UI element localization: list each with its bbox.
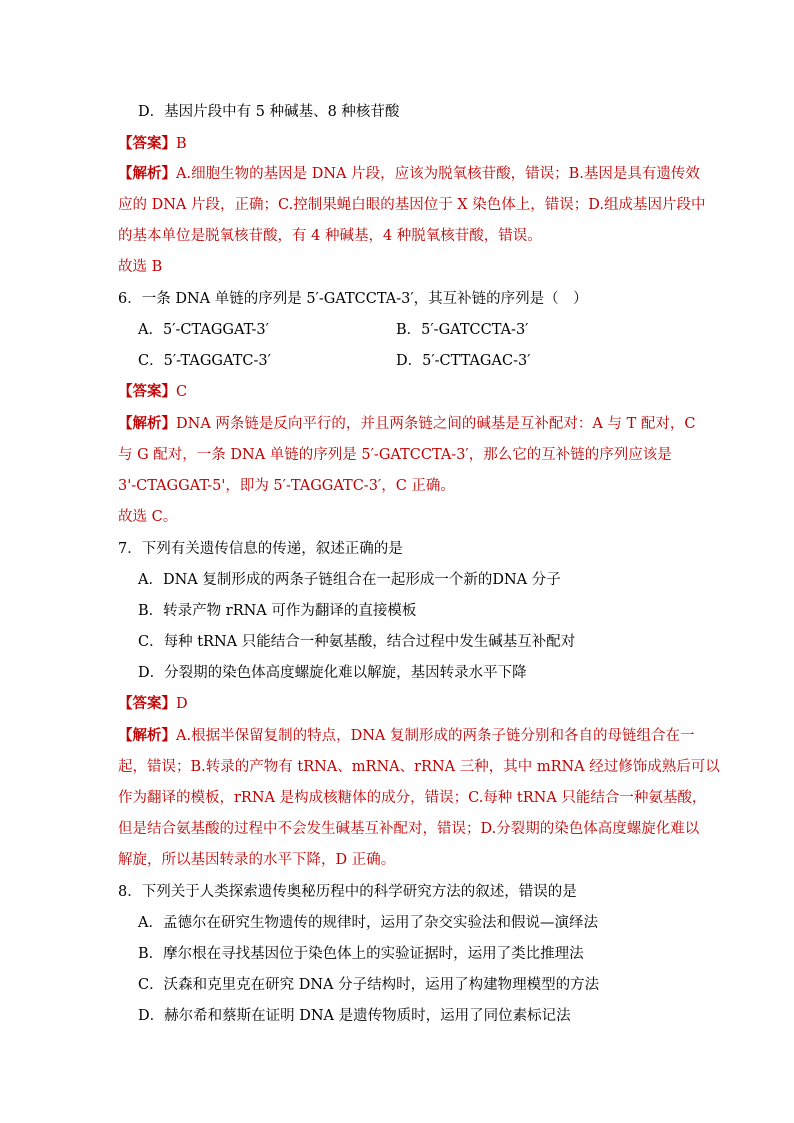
q6-analysis-line-1: 【解析】DNA 两条链是反向平行的，并且两条链之间的碱基是互补配对：A 与 T 配对，C: [118, 415, 696, 432]
q7-analysis-line-1: 【解析】A.根据半保留复制的特点，DNA 复制形成的两条子链分别和各自的母链组合在一: [118, 727, 695, 744]
q6-stem: 6．一条 DNA 单链的序列是 5′-GATCCTA-3′，其互补链的序列是（ ）: [118, 291, 588, 307]
q5-conclusion: 故选 B: [118, 259, 163, 275]
q5-analysis-label: 【解析】: [118, 165, 176, 182]
q8-option-b: B．摩尔根在寻找基因位于染色体上的实验证据时，运用了类比推理法: [138, 946, 584, 962]
q6-option-d: D．5′-CTTAGAC-3′: [396, 353, 531, 369]
q8-stem: 8．下列关于人类探索遗传奥秘历程中的科学研究方法的叙述，错误的是: [118, 884, 577, 900]
q8-option-a: A．孟德尔在研究生物遗传的规律时，运用了杂交实验法和假说—演绎法: [138, 915, 598, 931]
q6-analysis-label: 【解析】: [118, 415, 176, 432]
q6-analysis-line-3: 3'-CTAGGAT-5'，即为 5′-TAGGATC-3′，C 正确。: [118, 478, 455, 494]
q6-option-a: A．5′-CTAGGAT-3′: [138, 322, 269, 338]
q6-answer-value: C: [176, 384, 188, 400]
q6-answer: [118, 382, 187, 402]
q7-analysis-line-2: 起，错误；B.转录的产物有 tRNA、mRNA、rRNA 三种，其中 mRNA 经过修饰成熟后可以: [118, 759, 720, 775]
q7-analysis-line-4: 但是结合氨基酸的过程中不会发生碱基互补配对，错误；D.分裂期的染色体高度螺旋化难以: [118, 821, 700, 837]
q7-analysis-label: 【解析】: [118, 727, 176, 744]
q6-option-b: B．5′-GATCCTA-3′: [396, 322, 529, 338]
q7-stem: 7．下列有关遗传信息的传递，叙述正确的是: [118, 541, 403, 557]
q5-answer-value: B: [176, 136, 187, 152]
q5-analysis-line-1: 【解析】A.细胞生物的基因是 DNA 片段，应该为脱氧核苷酸，错误；B.基因是具有遗传效: [118, 165, 700, 182]
q6-conclusion: 故选 C。: [118, 509, 178, 525]
q8-option-c: C．沃森和克里克在研究 DNA 分子结构时，运用了构建物理模型的方法: [138, 977, 600, 993]
q6-analysis-line-2: 与 G 配对，一条 DNA 单链的序列是 5′-GATCCTA-3′，那么它的互补链的序列应该是: [118, 447, 672, 463]
q6-option-c: C．5′-TAGGATC-3′: [138, 353, 271, 369]
q7-answer-label: 【答案】: [118, 695, 176, 712]
q7-option-c: C．每种 tRNA 只能结合一种氨基酸，结合过程中发生碱基互补配对: [138, 634, 576, 650]
q7-answer: [118, 694, 188, 714]
q7-answer-value: D: [176, 696, 188, 712]
q7-option-a: A．DNA 复制形成的两条子链组合在一起形成一个新的DNA 分子: [138, 572, 561, 588]
q5-option-d: D．基因片段中有 5 种碱基、8 种核苷酸: [138, 104, 400, 120]
q7-analysis-line-5: 解旋，所以基因转录的水平下降，D 正确。: [118, 852, 396, 868]
q5-analysis-line-2: 应的 DNA 片段，正确；C.控制果蝇白眼的基因位于 X 染色体上，错误；D.组成基因片段中: [118, 197, 706, 213]
q7-option-d: D．分裂期的染色体高度螺旋化难以解旋，基因转录水平下降: [138, 665, 527, 681]
q8-option-d: D．赫尔希和蔡斯在证明 DNA 是遗传物质时，运用了同位素标记法: [138, 1008, 571, 1024]
q6-answer-label: 【答案】: [118, 383, 176, 400]
q5-analysis-line-3: 的基本单位是脱氧核苷酸，有 4 种碱基，4 种脱氧核苷酸，错误。: [118, 228, 542, 244]
q7-option-b: B．转录产物 rRNA 可作为翻译的直接模板: [138, 603, 417, 619]
q5-answer-label: 【答案】: [118, 135, 176, 152]
q5-answer: [118, 134, 187, 154]
q7-analysis-line-3: 作为翻译的模板，rRNA 是构成核糖体的成分，错误；C.每种 tRNA 只能结合一种氨基酸，: [118, 790, 707, 806]
